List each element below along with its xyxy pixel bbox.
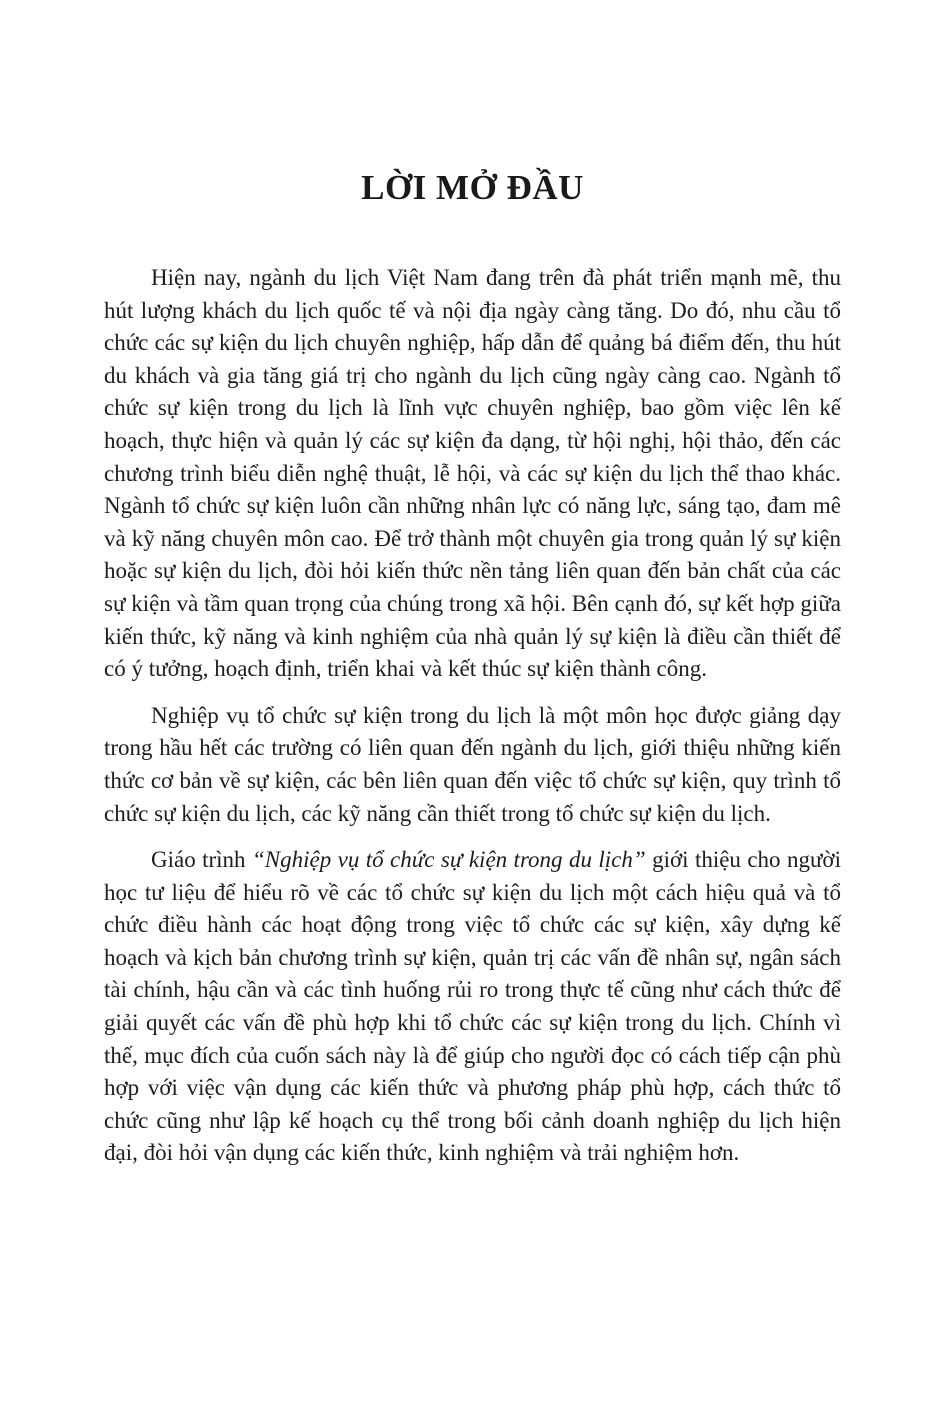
paragraph-3 xyxy=(104,844,841,1170)
book-title-italic: “Nghiệp vụ tổ chức sự kiện trong du lịch” xyxy=(251,847,646,873)
body-text xyxy=(104,262,841,1184)
page-title: LỜI MỞ ĐẦU xyxy=(361,168,584,207)
paragraph-1: Hiện nay, ngành du lịch Việt Nam đang trên đà phát triển mạnh mẽ, thu hút lượng khách du lịch quốc tế và nội địa ngày càng tăng. Do đó, nhu cầu tổ chức các sự kiện du lịch chuyên nghiệp, hấp dẫn để quảng bá điểm đến, thu hút du khách và gia tăng giá trị cho ngành du lịch cũng ngày càng cao. Ngành tổ chức sự kiện trong du lịch là lĩnh vực chuyên nghiệp, bao gồm việc lên kế hoạch, thực hiện và quản lý các sự kiện đa dạng, từ hội nghị, hội thảo, đến các chương trình biểu diễn nghệ thuật, lễ hội, và các sự kiện du lịch thể thao khác. Ngành tổ chức sự kiện luôn cần những nhân lực có năng lực, sáng tạo, đam mê và kỹ năng chuyên môn cao. Để trở thành một chuyên gia trong quản lý sự kiện hoặc sự kiện du lịch, đòi hỏi kiến thức nền tảng liên quan đến bản chất của các sự kiện và tầm quan trọng của chúng trong xã hội. Bên cạnh đó, sự kết hợp giữa kiến thức, kỹ năng và kinh nghiệm của nhà quản lý sự kiện là điều cần thiết để có ý tưởng, hoạch định, triển khai và kết thúc sự kiện thành công. xyxy=(104,265,841,682)
paragraph-2: Nghiệp vụ tổ chức sự kiện trong du lịch là một môn học được giảng dạy trong hầu hết các trường có liên quan đến ngành du lịch, giới thiệu những kiến thức cơ bản về sự kiện, các bên liên quan đến việc tổ chức sự kiện, quy trình tổ chức sự kiện du lịch, các kỹ năng cần thiết trong tổ chức sự kiện du lịch. xyxy=(104,702,841,826)
paragraph-3-end: giới thiệu cho người học tư liệu để hiểu rõ về các tổ chức sự kiện du lịch một cách hiệu quả và tổ chức điều hành các hoạt động trong việc tổ chức các sự kiện, xây dựng kế hoạch và kịch bản chương trình sự kiện, quản trị các vấn đề nhân sự, ngân sách tài chính, hậu cần và các tình huống rủi ro trong thực tế cũng như cách thức để giải quyết các vấn đề phù hợp khi tổ chức các sự kiện trong du lịch. Chính vì thế, mục đích của cuốn sách này là để giúp cho người đọc có cách tiếp cận phù hợp với việc vận dụng các kiến thức và phương pháp phù hợp, cách thức tổ chức cũng như lập kế hoạch cụ thể trong bối cảnh doanh nghiệp du lịch hiện đại, đòi hỏi vận dụng các kiến thức, kinh nghiệm và trải nghiệm hơn. xyxy=(104,847,841,1166)
paragraph-3-start: Giáo trình xyxy=(151,847,252,873)
